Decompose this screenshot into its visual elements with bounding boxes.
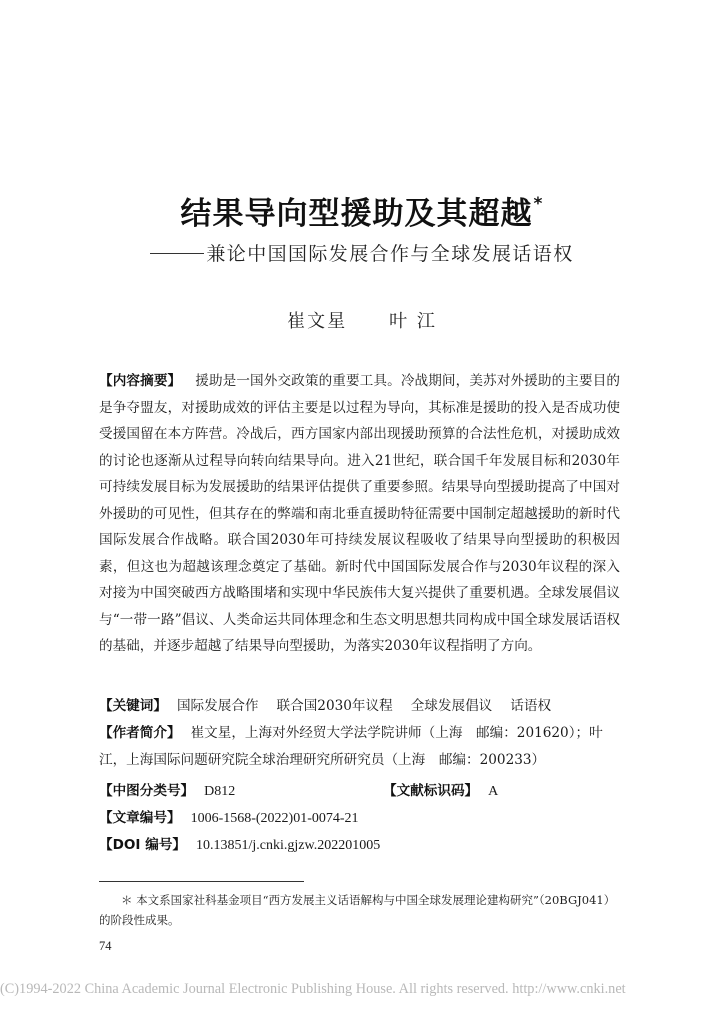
doc-code (383, 779, 498, 800)
abstract-text: 援助是一国外交政策的重要工具。冷战期间，美苏对外援助的主要目的是争夺盟友，对援助成效的评估主要是以过程为导向，其标准是援助的投入是否成功使受援国留在本方阵营。冷战后，西方国家内部出现援助预算的合法性危机，对援助成效的讨论也逐渐从过程导向转向结果导向。进入21世纪，联合国千年发展目标和2030年可持续发展目标为发展援助的结果评估提供了重要参照。结果导向型援助提高了中国对外援助的可见性，但其存在的弊端和南北垂直援助特征需要中国制定超越援助的新时代国际发展合作战略。联合国2030年可持续发展议程吸收了结果导向型援助的积极因素，但这也为超越该理念奠定了基础。新时代中国国际发展合作与2030年议程的深入对接为中国突破西方战略围堵和实现中华民族伟大复兴提供了重要机遇。全球发展倡议与“一带一路”倡议、人类命运共同体理念和生态文明思想共同构成中国全球发展话语权的基础，并逐步超越了结果导向型援助，为落实2030年议程指明了方向。 (99, 373, 620, 654)
author-2: 叶 江 (389, 311, 437, 332)
author-1: 崔文星 (287, 311, 348, 332)
keyword-item: 联合国2030年议程 (276, 698, 393, 714)
keywords (99, 694, 629, 714)
article-subtitle (0, 239, 724, 266)
classification-value: D812 (204, 784, 236, 799)
doi-label: 【DOI 编号】 (99, 837, 187, 853)
footnote-divider (99, 881, 304, 882)
article-number-value: 1006-1568-(2022)01-0074-21 (190, 811, 359, 826)
article-title (0, 188, 724, 233)
author-bio (99, 720, 620, 773)
subtitle-dash (150, 253, 204, 254)
classification-label: 【中图分类号】 (99, 783, 195, 799)
classification-row (99, 779, 629, 800)
keyword-item: 国际发展合作 (176, 698, 259, 714)
page-number: 74 (99, 939, 112, 953)
doi (99, 833, 629, 854)
keyword-item: 话语权 (510, 698, 552, 714)
copyright-watermark: (C)1994-2022 China Academic Journal Electronic Publishing House. All rights reserved. http://www.cnki.net (0, 981, 626, 997)
abstract (99, 368, 620, 660)
footnote (99, 890, 620, 930)
doc-code-label: 【文献标识码】 (383, 783, 479, 799)
keyword-item: 全球发展倡议 (410, 698, 493, 714)
footnote-text: ＊ 本文系国家社科基金项目“西方发展主义话语解构与中国全球发展理论建构研究”（20BGJ041）的阶段性成果。 (99, 893, 616, 927)
author-bio-text: 崔文星，上海对外经贸大学法学院讲师（上海 邮编：201620）；叶江，上海国际问题研究院全球治理研究所研究员（上海 邮编：200233） (99, 725, 603, 768)
article-number (99, 806, 629, 827)
article-number-label: 【文章编号】 (99, 810, 181, 826)
abstract-label: 【内容摘要】 (99, 373, 182, 389)
keywords-label: 【关键词】 (99, 698, 167, 714)
doc-code-value: A (488, 784, 499, 799)
title-text: 结果导向型援助及其超越 (180, 196, 533, 232)
doi-link[interactable]: 10.13851/j.cnki.gjzw.202201005 (196, 838, 381, 853)
author-line (0, 307, 724, 333)
author-bio-label: 【作者简介】 (99, 725, 181, 741)
subtitle-text: 兼论中国国际发展合作与全球发展话语权 (206, 243, 574, 265)
title-footnote-mark: * (533, 193, 544, 214)
